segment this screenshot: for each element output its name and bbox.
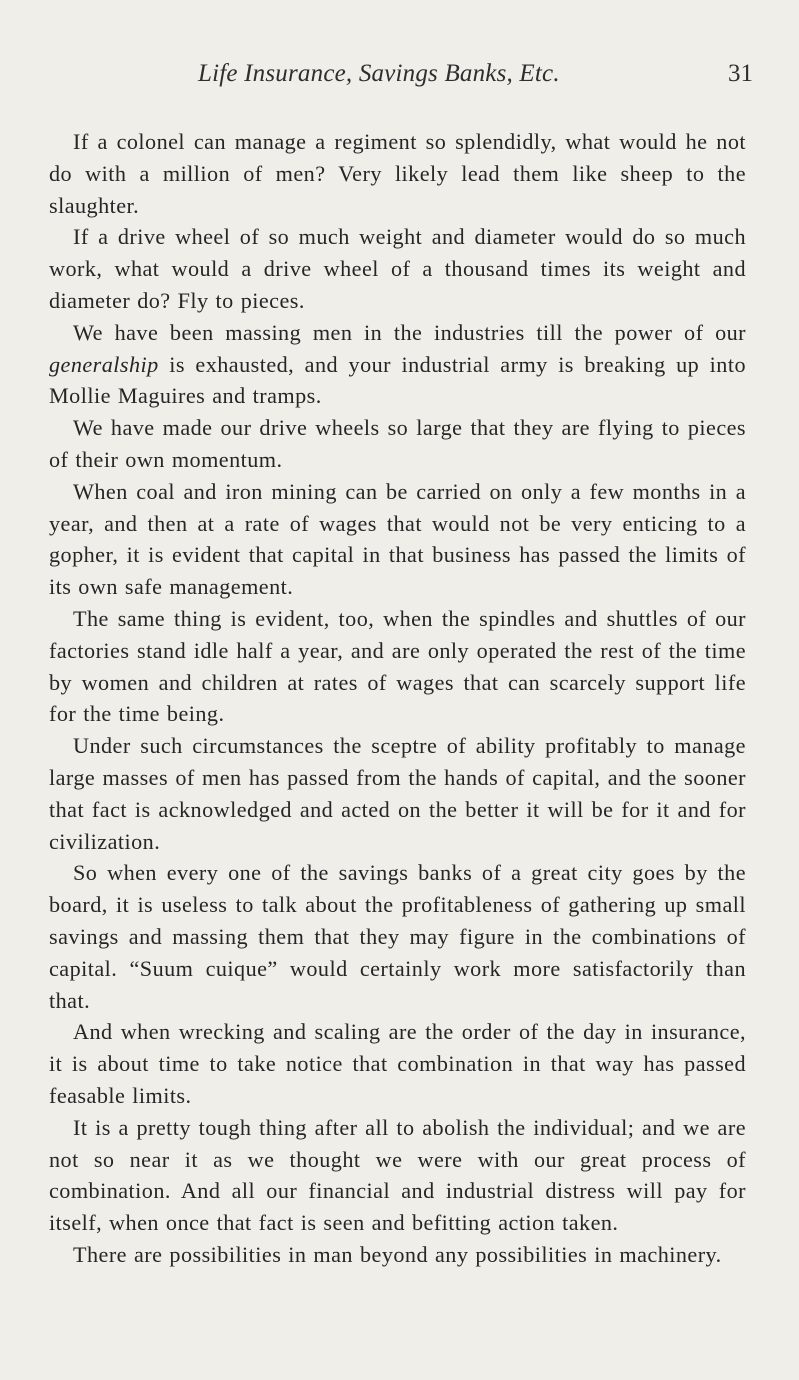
paragraph-6: The same thing is evident, too, when the spindles and shuttles of our factories stand idle half a year, and are only operated the rest of the time by women and children at rates of wages that can scarcely support life for the time being.	[49, 605, 746, 727]
paragraph-3	[49, 317, 746, 412]
paragraph-1: If a colonel can manage a regiment so splendidly, what would he not do with a million of men? Very likely lead them like sheep to the slaughter.	[49, 129, 746, 218]
paragraph-3-part-1: We have been massing men in the industries till the power of our	[73, 319, 746, 345]
paragraph-11: There are possibilities in man beyond any possibilities in machinery.	[73, 1241, 722, 1267]
paragraph-5: When coal and iron mining can be carried on only a few months in a year, and then at a rate of wages that would not be very enticing to a gopher, it is evident that capital in that business has passed the limits of its own safe management.	[49, 478, 746, 600]
paragraph-7: Under such circumstances the sceptre of ability profitably to manage large masses of men has passed from the hands of capital, and the sooner that fact is acknowledged and acted on the better it will be for it and for civilization.	[49, 733, 746, 854]
running-head: Life Insurance, Savings Banks, Etc.	[198, 60, 560, 87]
page-header	[198, 60, 753, 94]
paragraph-8: So when every one of the savings banks of a great city goes by the board, it is useless to talk about the profitableness of gathering up small savings and massing them that they may figure in the combinations of capital. “Suum cuique” would certainly work more satisfactorily than that.	[49, 860, 746, 1013]
paragraph-3-emphasis: generalship	[49, 351, 159, 377]
paragraph-9: And when wrecking and scaling are the order of the day in insurance, it is about time to take notice that combination in that way has passed feasable limits.	[49, 1019, 746, 1108]
paragraph-10: It is a pretty tough thing after all to abolish the individual; and we are not so near it as we thought we were with our great process of combination. And all our financial and industrial distress will pay for itself, when once that fact is seen and befitting action taken.	[49, 1114, 746, 1236]
body-text	[49, 126, 746, 1271]
paragraph-2: If a drive wheel of so much weight and diameter would do so much work, what would a drive wheel of a thousand times its weight and diameter do? Fly to pieces.	[49, 224, 746, 313]
paragraph-3-part-2: is exhausted, and your industrial army is breaking up into Mollie Maguires and tramps.	[49, 351, 746, 409]
page-number: 31	[728, 60, 753, 87]
paragraph-4: We have made our drive wheels so large that they are flying to pieces of their own momentum.	[49, 415, 746, 472]
